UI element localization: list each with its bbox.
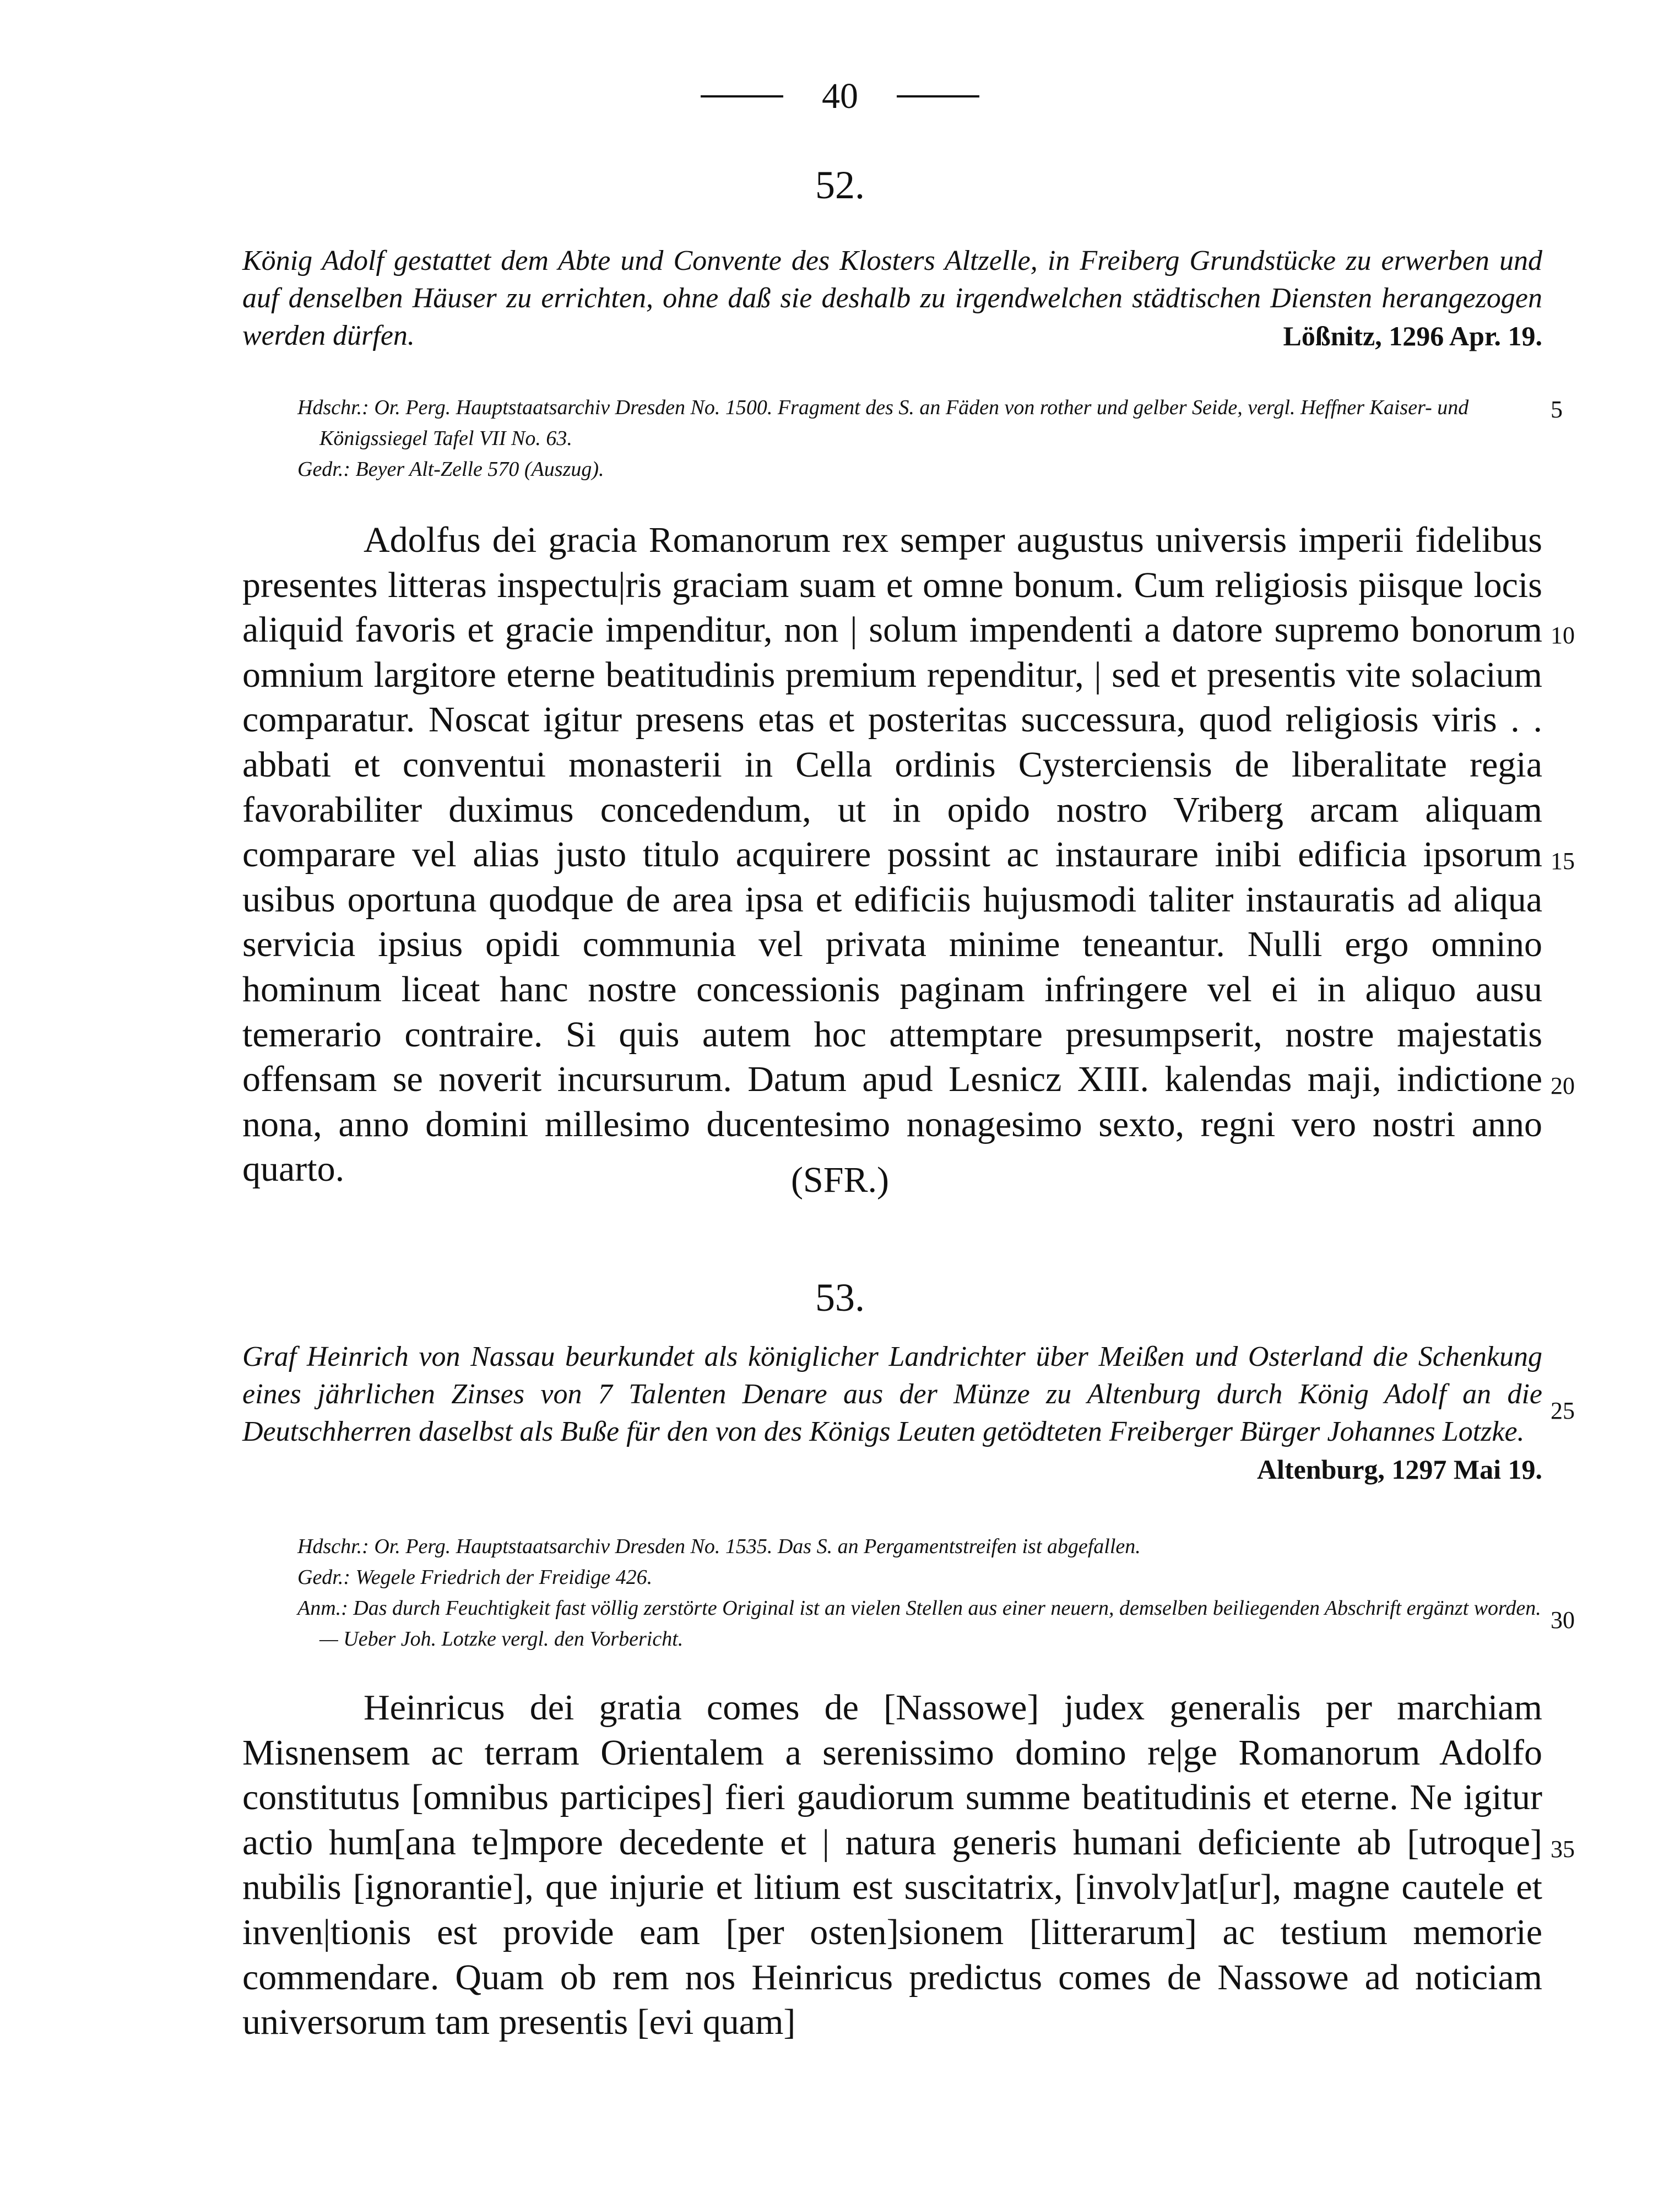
document-number-53: 53. bbox=[815, 1276, 865, 1320]
regest-52 bbox=[242, 242, 1542, 355]
regest-53-text: Graf Heinrich von Nassau beurkundet als königlicher Landrichter über Meißen und Osterland die Schenkung eines jährlichen Zinses von 7 Talenten Denare aus der Münze zu Altenburg durch König Adolf an die Deutschherren daselbst als Buße für den von des Königs Leuten getödteten Freiberger Bürger Johannes Lotzke. bbox=[242, 1341, 1542, 1447]
apparatus-entry: Anm.: Das durch Feuchtigkeit fast völlig zerstörte Original ist an vielen Stellen aus einer neuern, demselben beiliegenden Abschrift ergänzt worden. — Ueber Joh. Lotzke vergl. den Vorbericht. bbox=[297, 1597, 1541, 1651]
document-text-53 bbox=[242, 1685, 1542, 2045]
document-text-52 bbox=[242, 518, 1542, 1192]
line-number-25: 25 bbox=[1551, 1397, 1575, 1424]
regest-53 bbox=[242, 1338, 1542, 1488]
document-text-52-content: Adolfus dei gracia Romanorum rex semper augustus universis imperii fidelibus presentes litteras inspectu|ris graciam suam et omne bonum. Cum religiosis piisque locis aliquid favoris et gracie impenditur, non | solum impendenti a datore supremo bonorum omnium largitore eterne beatitudinis premium rependitur, | sed et presentis vite solacium comparatur. Noscat igitur presens etas et posteritas successura, quod religiosis viris . . abbati et conventui monasterii in Cella ordinis Cysterciensis de liberalitate regia favorabiliter duximus concedendum, ut in opido nostro Vriberg arcam aliquam comparare vel alias justo titulo acquirere possint ac instaurare inibi edificia ipsorum usibus oportuna quodque de area ipsa et edificiis hujusmodi taliter instauratis ad aliqua servicia ipsius opidi communia vel privata minime teneantur. Nulli ergo omnino hominum liceat hanc nostre concessionis paginam infringere vel ei in aliquo ausu temerario contraire. Si quis autem hoc attemptare presumpserit, nostre majestatis offensam se noverit incursurum. Datum apud Lesnicz XIII. kalendas maji, indictione nona, anno domini millesimo ducentesimo nonagesimo sexto, regni vero nostri anno quarto. bbox=[242, 520, 1542, 1190]
line-number-10: 10 bbox=[1551, 622, 1575, 649]
apparatus-53 bbox=[297, 1531, 1542, 1654]
apparatus-entry: Gedr.: Wegele Friedrich der Freidige 426. bbox=[297, 1566, 653, 1589]
page-header bbox=[0, 66, 1680, 127]
datum-52: Lößnitz, 1296 Apr. 19. bbox=[1283, 321, 1542, 351]
line-number-35: 35 bbox=[1551, 1836, 1575, 1863]
apparatus-entry: Hdschr.: Or. Perg. Hauptstaatsarchiv Dresden No. 1500. Fragment des S. an Fäden von rother und gelber Seide, vergl. Heffner Kaiser- und Königssiegel Tafel VII No. 63. bbox=[297, 396, 1469, 450]
line-number-30: 30 bbox=[1551, 1606, 1575, 1633]
line-number-20: 20 bbox=[1551, 1072, 1575, 1099]
datum-53: Altenburg, 1297 Mai 19. bbox=[1256, 1454, 1542, 1485]
line-number-15: 15 bbox=[1551, 848, 1575, 875]
seal-note-52: (SFR.) bbox=[791, 1160, 889, 1200]
header-rule-left bbox=[701, 95, 783, 97]
line-number-5: 5 bbox=[1551, 396, 1563, 423]
apparatus-entry: Hdschr.: Or. Perg. Hauptstaatsarchiv Dresden No. 1535. Das S. an Pergamentstreifen ist abgefallen. bbox=[297, 1535, 1141, 1558]
apparatus-52 bbox=[297, 392, 1542, 485]
document-text-53-content: Heinricus dei gratia comes de [Nassowe] judex generalis per marchiam Misnensem ac terram Orientalem a serenissimo domino re|ge Romanorum Adolfo constitutus [omnibus participes] fieri gaudiorum summe beatitudinis et eterne. Ne igitur actio hum[ana te]mpore decedente et | natura generis humani deficiente ab [utroque] nubilis [ignorantie], que injurie et litium est suscitatrix, [involv]at[ur], magne cautele et inven|tionis est provide eam [per osten]sionem [litterarum] ac testium memorie commendare. Quam ob rem nos Heinricus predictus comes de Nassowe ad noticiam universorum tam presentis [evi quam] bbox=[242, 1687, 1542, 2043]
regest-52-text: König Adolf gestattet dem Abte und Convente des Klosters Altzelle, in Freiberg Grundstücke zu erwerben und auf denselben Häuser zu errichten, ohne daß sie deshalb zu irgendwelchen städtischen Diensten herangezogen werden dürfen. bbox=[242, 245, 1542, 351]
page-number: 40 bbox=[822, 76, 858, 116]
header-rule-right bbox=[897, 95, 979, 97]
apparatus-entry: Gedr.: Beyer Alt-Zelle 570 (Auszug). bbox=[297, 458, 604, 481]
document-number-52: 52. bbox=[815, 163, 865, 207]
